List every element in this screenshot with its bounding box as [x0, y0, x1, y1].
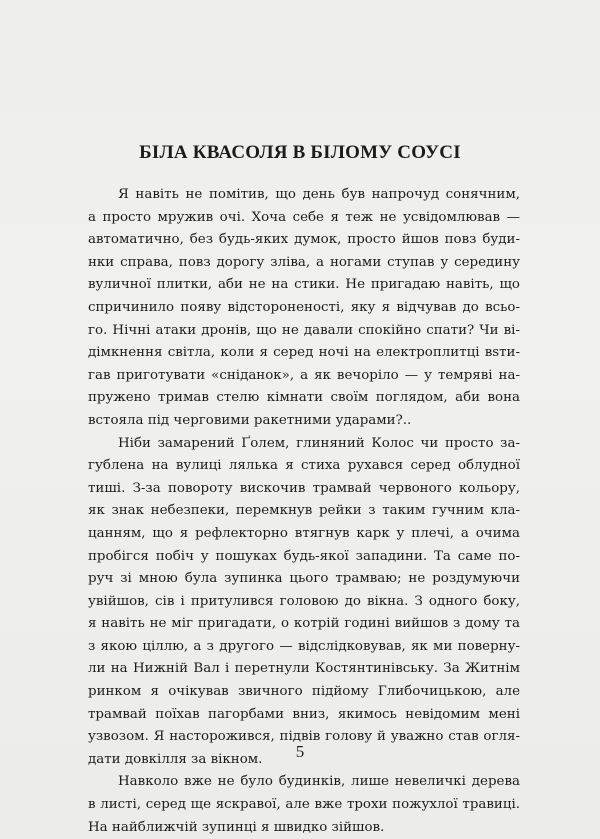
- text-line: як знак небезпеки, перемкнув рейки з таким гучним кла-: [88, 503, 520, 519]
- paragraph: [88, 771, 520, 839]
- text-line: а просто мружив очі. Хоча себе я теж не усвідомлював —: [88, 209, 520, 225]
- text-line: Я навіть не помітив, що день був напрочуд сонячним,: [118, 187, 520, 202]
- text-line: руч зі мною була зупинка цього трамваю; не роздумуючи: [88, 571, 520, 587]
- text-line: гублена на вулиці лялька я стиха рухався серед облудної: [88, 458, 520, 474]
- text-line: тиші. З-за повороту вискочив трамвай червоного кольору,: [88, 480, 520, 496]
- text-line: дімкнення світла, коли я серед ночі на електроплитці вsти-: [88, 345, 520, 361]
- page-number: 5: [295, 742, 305, 761]
- chapter-body: [88, 184, 520, 839]
- text-line: автоматично, без будь-яких думок, просто йшов повз буди-: [88, 232, 520, 248]
- text-line: в листі, серед ще яскравої, але вже трохи пожухлої травиці.: [88, 797, 520, 813]
- text-line: встояла під черговими ракетними ударами?..: [88, 412, 412, 428]
- text-line: На найближчій зупинці я швидко зійшов.: [88, 819, 385, 835]
- text-line: увійшов, сів і притулився головою до вікна. З одного боку,: [88, 593, 520, 609]
- text-line: гав приготувати «сніданок», а як вечоріло — у темряві на-: [88, 367, 520, 383]
- text-line: пробігся побіч у пошуках будь-якої западини. Та саме по-: [88, 548, 520, 564]
- text-line: Ніби замарений Ґолем, глиняний Колос чи просто за-: [118, 435, 520, 451]
- text-line: спричинило появу відстороненості, яку я відчував до всьо-: [88, 299, 520, 315]
- text-line: я навіть не міг пригадати, о котрій годині вийшов з дому та: [88, 616, 520, 632]
- text-line: дати довкілля за вікном.: [88, 751, 263, 767]
- text-line: Навколо вже не було будинків, лише невеличкі дерева: [118, 774, 520, 790]
- text-line: пружено тримав стелю кімнати своїм поглядом, аби вона: [88, 390, 520, 406]
- text-line: з якою ціллю, а з другого — відслідковував, як ми поверну-: [88, 638, 520, 654]
- text-line: го. Нічні атаки дронів, що не давали спокійно спати? Чи ві-: [88, 322, 520, 338]
- text-line: нки справа, повз дорогу зліва, а ногами ступав у середину: [88, 254, 520, 270]
- text-line: ринком я очікував звичного підйому Глибочицькою, але: [88, 684, 520, 700]
- text-line: трамвай поїхав пагорбами вниз, якимось невідомим мені: [88, 706, 520, 722]
- paragraph: [88, 184, 520, 433]
- text-line: вуличної плитки, аби не на стики. Не пригадаю навіть, що: [88, 277, 520, 293]
- text-line: цанням, що я рефлекторно втягнув карк у плечі, а очима: [88, 525, 520, 541]
- chapter-title: БІЛА КВАСОЛЯ В БІЛОМУ СОУСІ: [139, 142, 461, 163]
- text-line: узвозом. Я насторожився, підвів голову й уважно став огля-: [88, 729, 520, 745]
- text-line: ли на Нижній Вал і перетнули Костянтинівську. За Житнім: [88, 661, 520, 677]
- paragraph: [88, 433, 520, 772]
